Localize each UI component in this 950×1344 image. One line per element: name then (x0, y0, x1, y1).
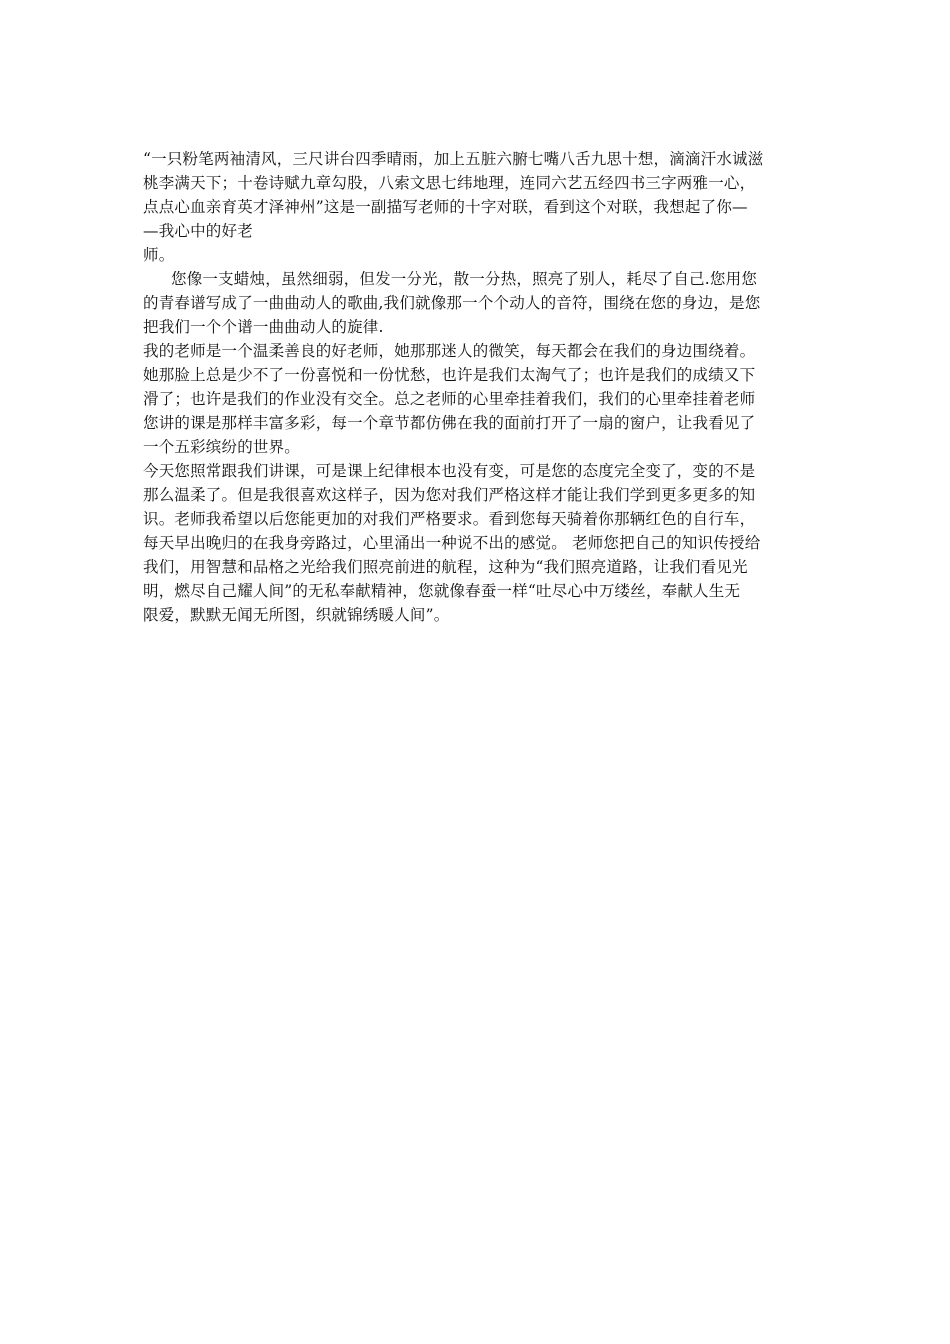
text-line: 您像一支蜡烛，虽然细弱，但发一分光，散一分热，照亮了别人，耗尽了自己.您用您 (171, 270, 758, 288)
text-line: 限爱，默默无闻无所图，织就锦绣暖人间”。 (143, 606, 450, 624)
text-line: 点点心血亲育英才泽神州”这是一副描写老师的十字对联，看到这个对联，我想起了你— (143, 198, 748, 216)
text-line: 她那脸上总是少不了一份喜悦和一份忧愁，也许是我们太淘气了；也许是我们的成绩又下 (143, 366, 756, 384)
text-line: 那么温柔了。但是我很喜欢这样子，因为您对我们严格这样才能让我们学到更多更多的知 (143, 486, 756, 504)
text-line: 我的老师是一个温柔善良的好老师，她那那迷人的微笑，每天都会在我们的身边围绕着。 (143, 342, 756, 360)
text-line: 师。 (143, 246, 175, 264)
text-line: 明，燃尽自己耀人间”的无私奉献精神，您就像春蚕一样“吐尽心中万缕丝，奉献人生无 (143, 582, 741, 600)
text-line: —我心中的好老 (143, 222, 253, 240)
document-body (143, 147, 807, 627)
text-line: 每天早出晚归的在我身旁路过，心里涌出一种说不出的感觉。 老师您把自己的知识传授给 (143, 534, 761, 552)
text-line: 我们，用智慧和品格之光给我们照亮前进的航程，这种为“我们照亮道路，让我们看见光 (143, 558, 748, 576)
text-line: 桃李满天下；十卷诗赋九章勾股，八索文思七纬地理，连同六艺五经四书三字两雅一心， (143, 174, 756, 192)
text-line: 一个五彩缤纷的世界。 (143, 438, 301, 456)
text-line: 把我们一个个谱一曲曲动人的旋律. (143, 318, 384, 336)
text-line: “一只粉笔两袖清风，三尺讲台四季晴雨，加上五脏六腑七嘴八舌九思十想，滴滴汗水诚滋 (143, 150, 764, 168)
text-line: 的青春谱写成了一曲曲动人的歌曲,我们就像那一个个动人的音符，围绕在您的身边，是您 (143, 294, 761, 312)
text-line: 识。老师我希望以后您能更加的对我们严格要求。看到您每天骑着你那辆红色的自行车， (143, 510, 756, 528)
text-line: 滑了；也许是我们的作业没有交全。总之老师的心里牵挂着我们，我们的心里牵挂着老师 (143, 390, 756, 408)
text-line: 您讲的课是那样丰富多彩，每一个章节都仿佛在我的面前打开了一扇的窗户，让我看见了 (143, 414, 756, 432)
text-line: 今天您照常跟我们讲课，可是课上纪律根本也没有变，可是您的态度完全变了，变的不是 (143, 462, 756, 480)
